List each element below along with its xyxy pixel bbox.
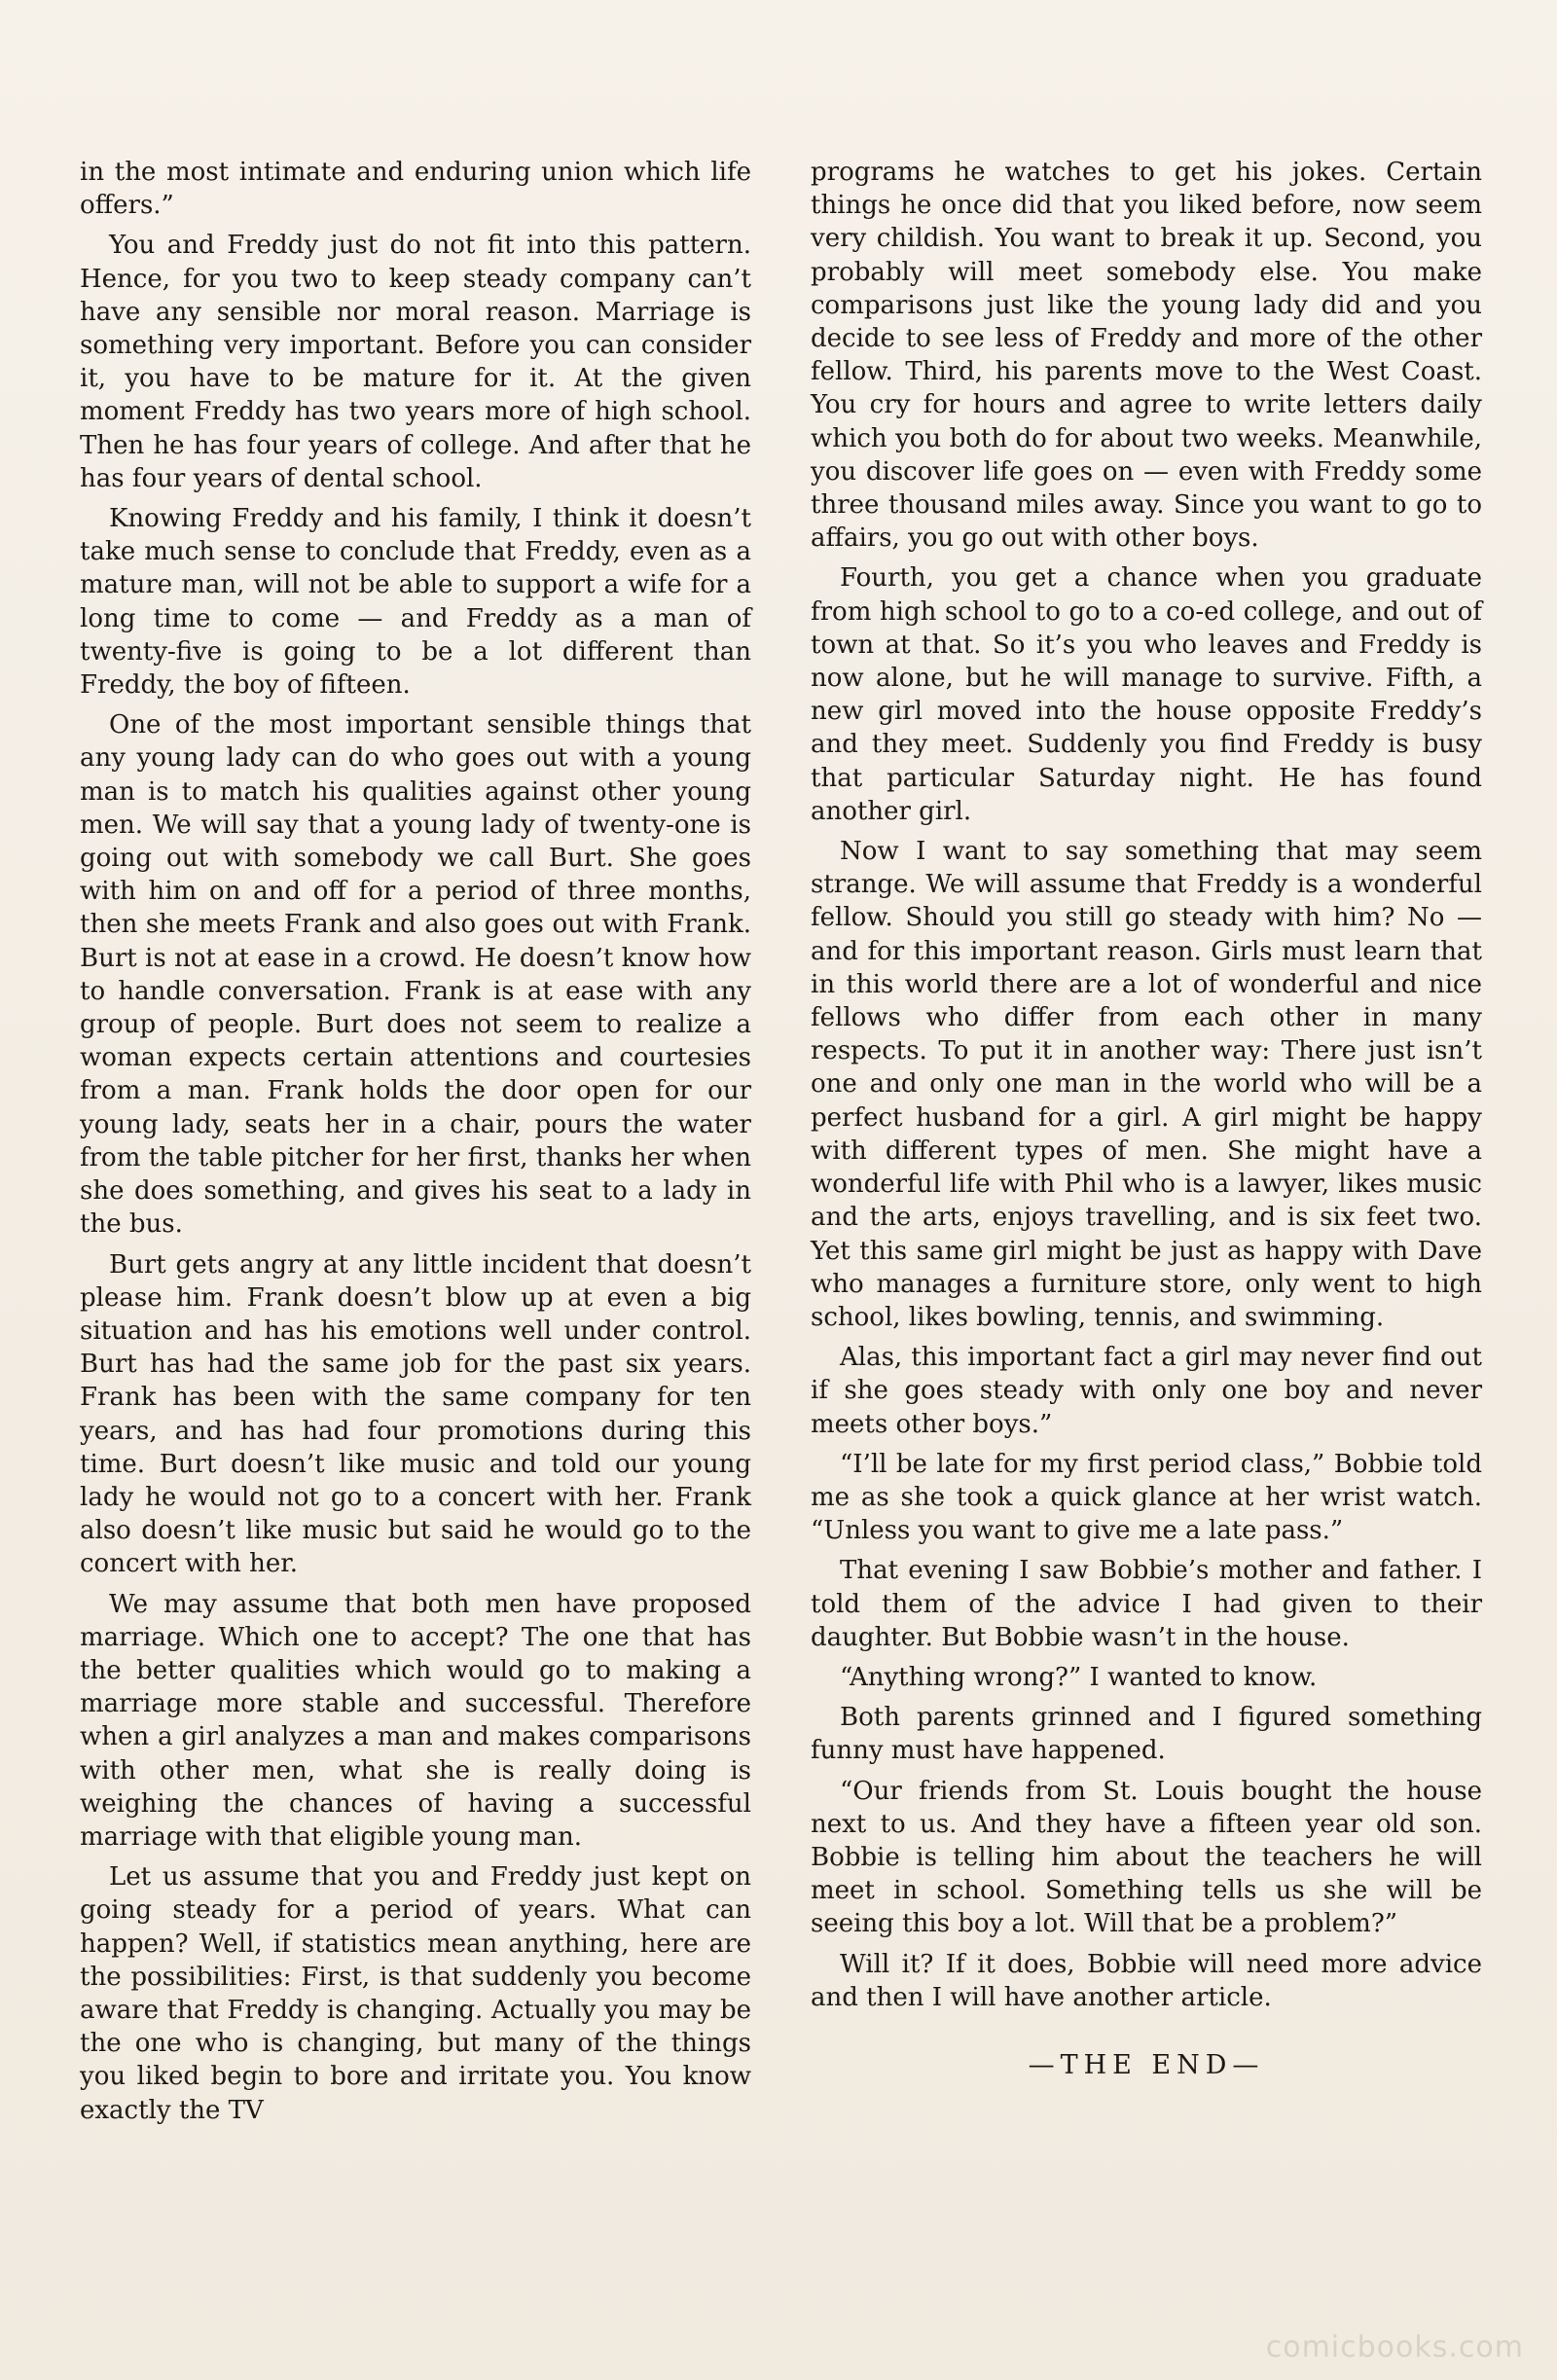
paragraph: Now I want to say something that may seem strange. We will assume that Freddy is a wonderful fellow. Should you still go steady with him? No — and for this important reason. Girls must learn that in this world there are a lot of wonderful and nice fellows who differ from each other in many respects. To put it in another way: There just isn’t one and only one man in the world who will be a perfect husband for a girl. A girl might be happy with different types of men. She might have a wonderful life with Phil who is a lawyer, likes music and the arts, enjoys travelling, and is six feet two. Yet this same girl might be just as happy with Dave who manages a furniture store, only went to high school, likes bowling, tennis, and swimming. bbox=[811, 837, 1482, 1332]
paragraph: in the most intimate and enduring union which life offers.” bbox=[80, 158, 751, 221]
paragraph: “I’ll be late for my first period class,” Bobbie told me as she took a quick glance at her wrist watch. “Unless you want to give me a late pass.” bbox=[811, 1449, 1482, 1546]
paragraph: Let us assume that you and Freddy just kept on going steady for a period of years. What can happen? Well, if statistics mean anything, here are the possibilities: First, is that suddenly you become aware that Freddy is changing. Actually you may be the one who is changing, but many of the things you liked begin to bore and irritate you. You know exactly the TV bbox=[80, 1862, 751, 2125]
article-left-column bbox=[80, 156, 751, 2134]
paragraph: One of the most important sensible things that any young lady can do who goes out with a young man is to match his qualities against other young men. We will say that a young lady of twenty-one is going out with somebody we call Burt. She goes with him on and off for a period of three months, then she meets Frank and also goes out with Frank. Burt is not at ease in a crowd. He doesn’t know how to handle conversation. Frank is at ease with any group of people. Burt does not seem to realize a woman expects certain attentions and courtesies from a man. Frank holds the door open for our young lady, seats her in a chair, pours the water from the table pitcher for her first, thanks her when she does something, and gives his seat to a lady in the bus. bbox=[80, 710, 751, 1240]
paragraph: Alas, this important fact a girl may never find out if she goes steady with only one boy and never meets other boys.” bbox=[811, 1343, 1482, 1439]
paragraph: Knowing Freddy and his family, I think it doesn’t take much sense to conclude that Freddy, even as a mature man, will not be able to support a wife for a long time to come — and Freddy as a man of twenty-five is going to be a lot different than Freddy, the boy of fifteen. bbox=[80, 504, 751, 701]
paragraph: Fourth, you get a chance when you graduate from high school to go to a co-ed college, and out of town at that. So it’s you who leaves and Freddy is now alone, but he will manage to survive. Fifth, a new girl moved into the house opposite Freddy’s and they meet. Suddenly you find Freddy is busy that particular Saturday night. He has found another girl. bbox=[811, 563, 1482, 826]
article-right-column bbox=[811, 156, 1482, 2082]
paragraph: Both parents grinned and I figured something funny must have happened. bbox=[811, 1703, 1482, 1766]
paragraph: That evening I saw Bobbie’s mother and father. I told them of the advice I had given to their daughter. But Bobbie wasn’t in the house. bbox=[811, 1556, 1482, 1652]
paragraph: “Our friends from St. Louis bought the house next to us. And they have a fifteen year old son. Bobbie is telling him about the teachers he will meet in school. Something tells us she will be seeing this boy a lot. Will that be a problem?” bbox=[811, 1776, 1482, 1939]
the-end-mark: —THE END— bbox=[1028, 2049, 1265, 2080]
paragraph: You and Freddy just do not fit into this pattern. Hence, for you two to keep steady company can’t have any sensible nor moral reason. Marriage is something very important. Before you can consider it, you have to be mature for it. At the given moment Freddy has two years more of high school. Then he has four years of college. And after that he has four years of dental school. bbox=[80, 231, 751, 493]
paragraph: Burt gets angry at any little incident that doesn’t please him. Frank doesn’t blow up at even a big situation and has his emotions well under control. Burt has had the same job for the past six years. Frank has been with the same company for ten years, and has had four promotions during this time. Burt doesn’t like music and told our young lady he would not go to a concert with her. Frank also doesn’t like music but said he would go to the concert with her. bbox=[80, 1249, 751, 1579]
paragraph: programs he watches to get his jokes. Certain things he once did that you liked before, now seem very childish. You want to break it up. Second, you probably will meet somebody else. You make comparisons just like the young lady did and you decide to see less of Freddy and more of the other fellow. Third, his parents move to the West Coast. You cry for hours and agree to write letters daily which you both do for about two weeks. Meanwhile, you discover life goes on — even with Freddy some three thousand miles away. Since you want to go to affairs, you go out with other boys. bbox=[811, 158, 1482, 554]
paragraph: We may assume that both men have proposed marriage. Which one to accept? The one that has the better qualities which would go to making a marriage more stable and successful. Therefore when a girl analyzes a man and makes comparisons with other men, what she is really doing is weighing the chances of having a successful marriage with that eligible young man. bbox=[80, 1589, 751, 1852]
paragraph: Will it? If it does, Bobbie will need more advice and then I will have another article. bbox=[811, 1949, 1482, 2012]
paragraph: “Anything wrong?” I wanted to know. bbox=[840, 1662, 1318, 1692]
site-watermark: comicbooks.com bbox=[1265, 2330, 1524, 2364]
